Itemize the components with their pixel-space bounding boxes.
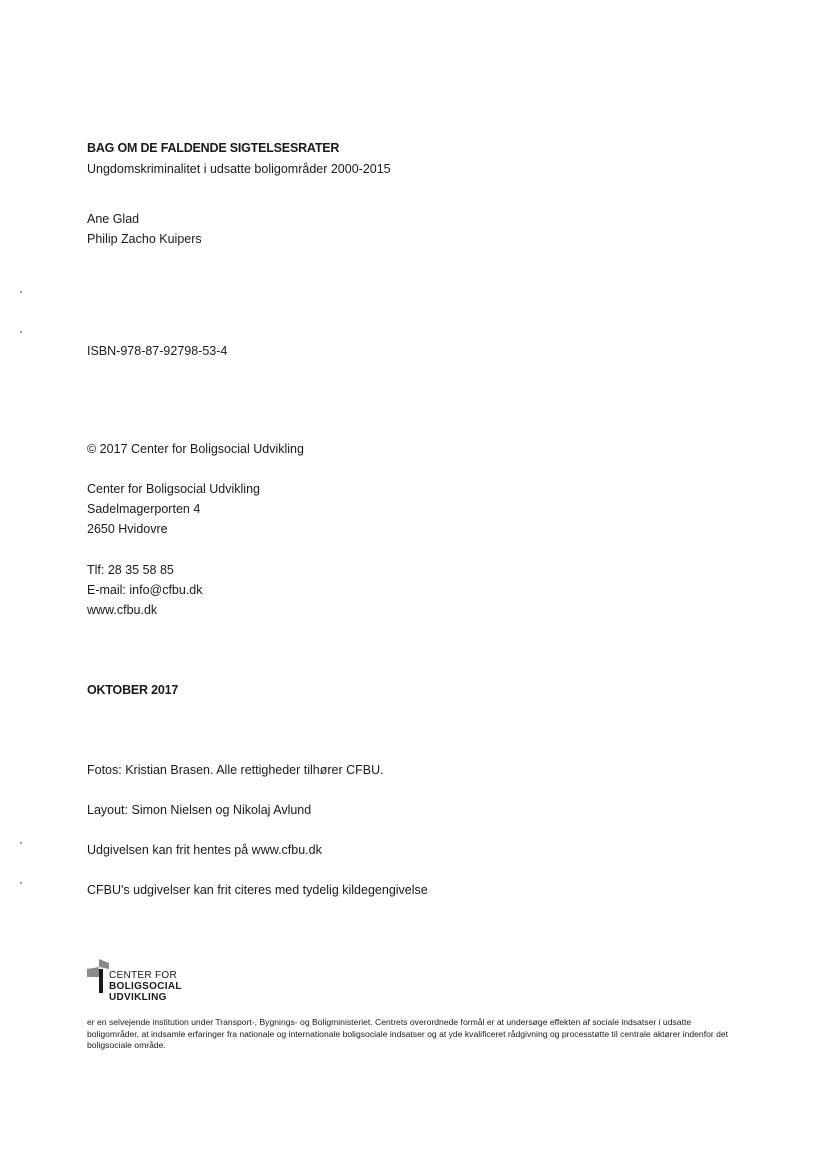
credit-layout [87,800,311,820]
logo-wordmark [109,970,182,1003]
credit-download [87,840,322,860]
margin-dot [20,882,22,884]
address-block [87,479,260,539]
address-line: 2650 Hvidovre [87,522,168,536]
author: Ane Glad [87,212,140,226]
isbn [87,341,227,361]
copyright-text: © 2017 Center for Boligsocial Udvikling [87,442,304,456]
phone: Tlf: 28 35 58 85 [87,563,174,577]
credit-photos [87,760,384,780]
authors [87,209,202,249]
cfbu-logo [87,955,227,1007]
email: E-mail: info@cfbu.dk [87,583,203,597]
isbn-text: ISBN-978-87-92798-53-4 [87,344,228,358]
institution-description: er en selvejende institution under Transport-, Bygnings- og Boligministeriet. Centrets overordnede formål er at undersøge effekten af sociale indsatser i udsatte boligområder, at indsamle erfaringer fra nationale og internationale boligsociale indsatser og at yde kvalificeret rådgivning og processtøtte til centrale aktører indenfor det boligsociale område. [87,1017,729,1050]
copyright [87,439,304,459]
logo-line-3: UDVIKLING [109,992,167,1003]
credit-citation-text: CFBU's udgivelser kan frit citeres med tydelig kildegengivelse [87,883,428,897]
address-line: Sadelmagerporten 4 [87,502,201,516]
margin-dot [20,291,22,293]
website: www.cfbu.dk [87,603,158,617]
contact-block [87,560,203,620]
credit-citation [87,880,428,900]
author: Philip Zacho Kuipers [87,232,202,246]
cfbu-logo-icon [87,959,109,999]
logo-line-2: BOLIGSOCIAL [109,981,182,992]
report-title: BAG OM DE FALDENDE SIGTELSESRATER [87,141,340,155]
address-line: Center for Boligsocial Udvikling [87,482,260,496]
credit-layout-text: Layout: Simon Nielsen og Nikolaj Avlund [87,803,312,817]
report-subtitle: Ungdomskriminalitet i udsatte boligområder 2000-2015 [87,162,391,176]
credit-photos-text: Fotos: Kristian Brasen. Alle rettigheder tilhører CFBU. [87,763,384,777]
margin-dot [20,842,22,844]
credit-download-text: Udgivelsen kan frit hentes på www.cfbu.dk [87,843,322,857]
margin-dot [20,331,22,333]
logo-line-1: CENTER FOR [109,970,177,981]
publication-date: OKTOBER 2017 [87,683,179,697]
